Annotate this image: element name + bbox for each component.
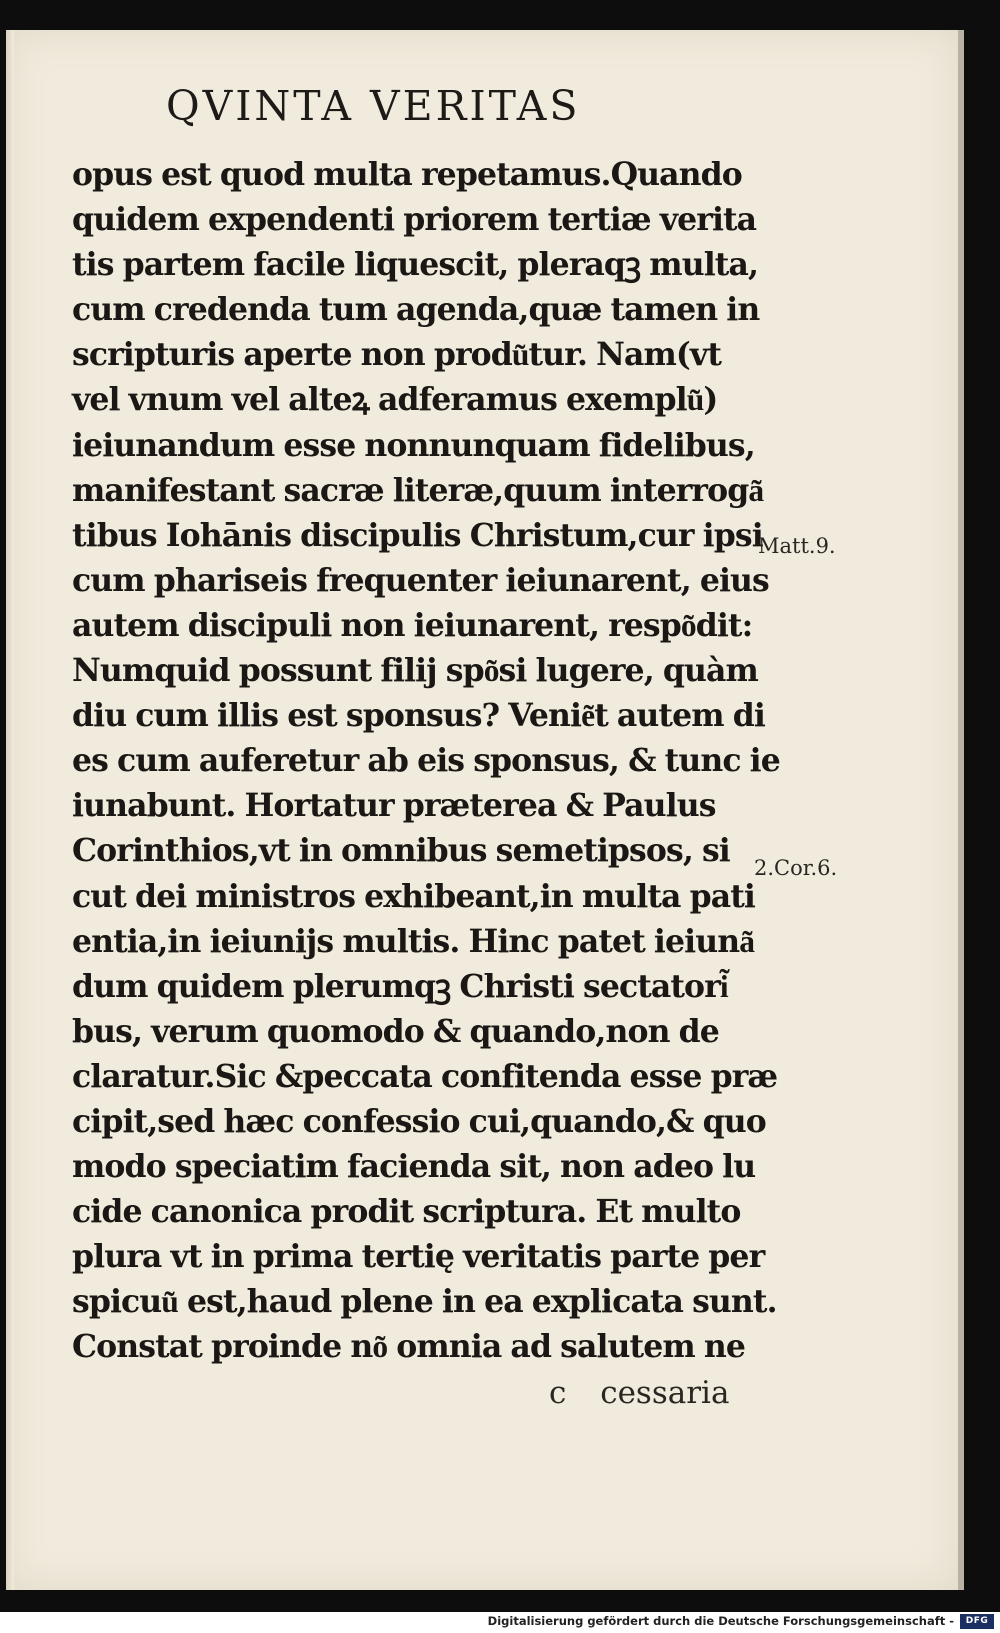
text-line: entia,in ieiunijs multis. Hinc patet ieiuna͂	[72, 922, 755, 960]
text-line: cut dei ministros exhibeant,in multa pati	[72, 877, 755, 915]
text-line: Constat proinde no͂ omnia ad salutem ne	[72, 1328, 745, 1366]
text-line: Numquid possunt filij spo͂si lugere, quàm	[72, 652, 758, 690]
text-line: spicuu͂ est,haud plene in ea explicata sunt.	[72, 1283, 777, 1321]
marginal-note-corinthians: 2.Cor.6.	[754, 856, 838, 880]
text-line: opus est quod multa repetamus.Quando	[72, 156, 742, 193]
funding-credit: Digitalisierung gefördert durch die Deutsche Forschungsgemeinschaft -	[487, 1614, 954, 1628]
text-line: Corinthios,vt in omnibus semetipsos, si	[72, 832, 730, 870]
text-line: es cum auferetur ab eis sponsus, & tunc ie	[72, 742, 780, 780]
body-text	[72, 152, 780, 1370]
text-line: cum credenda tum agenda,quæ tamen in	[72, 291, 760, 329]
book-page	[6, 30, 964, 1590]
text-line: cum phariseis frequenter ieiunarent, eius	[72, 561, 769, 599]
text-line: scripturis aperte non produ͂tur. Nam(vt	[72, 336, 721, 374]
page-gutter-shadow	[6, 30, 14, 1590]
dfg-logo: DFG	[960, 1614, 994, 1629]
text-line: vel vnum vel alteꝝ adferamus exemplu͂)	[72, 381, 718, 419]
text-line: diu cum illis est sponsus? Venie͂t autem di	[72, 697, 765, 735]
text-line: cide canonica prodit scriptura. Et multo	[72, 1193, 741, 1231]
marginal-note-matthew: Matt.9.	[758, 534, 836, 558]
text-line: plura vt in prima tertię veritatis parte per	[72, 1238, 765, 1276]
text-line: quidem expendenti priorem tertiæ verita	[72, 201, 757, 239]
text-line: tis partem facile liquescit, pleraqꝫ multa,	[72, 246, 759, 284]
text-line: autem discipuli non ieiunarent, respo͂dit:	[72, 606, 753, 644]
text-line: tibus Iohānis discipulis Christum,cur ipsi	[72, 516, 763, 554]
text-line: dum quidem plerumqꝫ Christi sectatori͂	[72, 967, 728, 1005]
text-line: manifestant sacræ literæ,quum interroga͂	[72, 471, 764, 509]
text-line: iunabunt. Hortatur præterea & Paulus	[72, 787, 716, 825]
running-head: QVINTA VERITAS	[166, 82, 581, 130]
catchword: c cessaria	[549, 1375, 730, 1411]
text-line: ieiunandum esse nonnunquam fidelibus,	[72, 426, 755, 464]
text-line: claratur.Sic &peccata confitenda esse præ	[72, 1057, 778, 1095]
text-line: modo speciatim facienda sit, non adeo lu	[72, 1148, 756, 1186]
text-line: bus, verum quomodo & quando,non de	[72, 1012, 719, 1050]
text-line: cipit,sed hæc confessio cui,quando,& quo	[72, 1102, 766, 1140]
